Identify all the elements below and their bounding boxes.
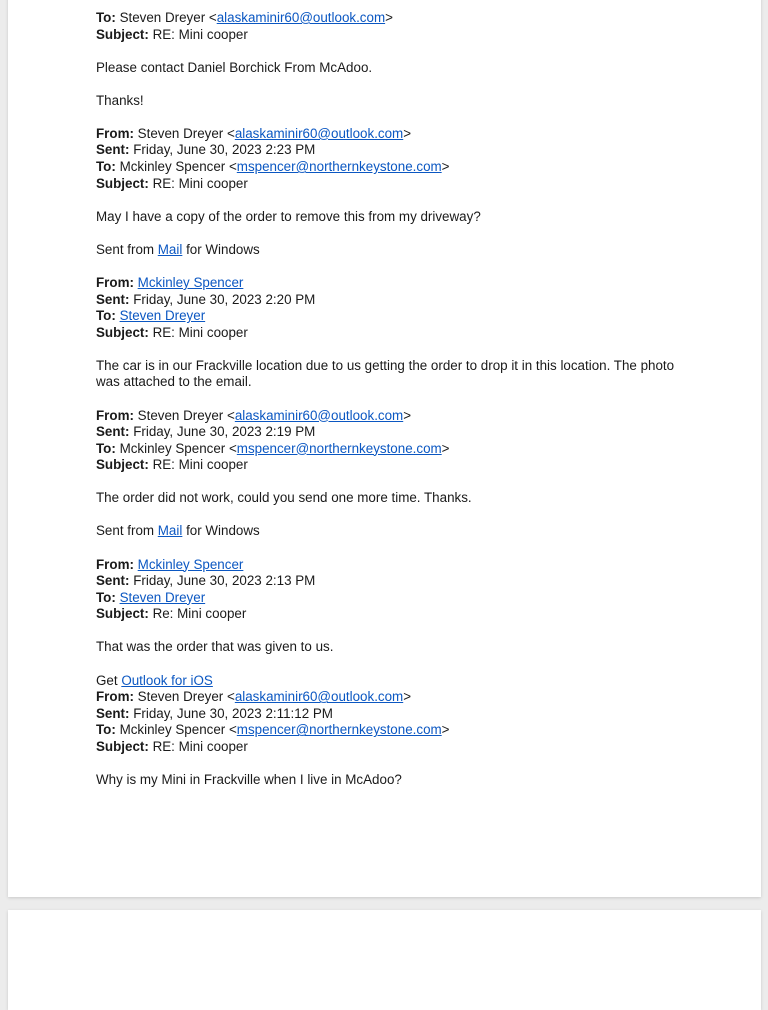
next-page [8,910,761,1010]
header-from-line: From: Mckinley Spencer [96,556,244,572]
contact-link[interactable]: Mckinley Spencer [137,274,244,290]
contact-link[interactable]: Mckinley Spencer [137,556,244,572]
header-to-line: To: Mckinley Spencer <mspencer@northernkeystone.com> [96,722,450,738]
header-sent-line: Sent: Friday, June 30, 2023 2:20 PM [96,291,316,307]
header-subject-line: Subject: Re: Mini cooper [96,606,247,622]
message-body: Thanks! [96,92,144,108]
header-sent-line: Sent: Friday, June 30, 2023 2:13 PM [96,573,316,589]
message-header [96,408,676,474]
header-to-line: To: Steven Dreyer [96,308,206,324]
signature-line: Sent from Mail for Windows [96,523,260,539]
header-sent-line: Sent: Friday, June 30, 2023 2:11:12 PM [96,705,333,721]
email-link[interactable]: alaskaminir60@outlook.com [216,10,386,25]
header-from-line: From: Steven Dreyer <alaskaminir60@outlook.com> [96,407,412,423]
email-link[interactable]: alaskaminir60@outlook.com [234,125,404,141]
outlook-ios-link[interactable]: Outlook for iOS [121,672,213,688]
contact-link[interactable]: Steven Dreyer [119,308,206,324]
mail-link[interactable]: Mail [157,523,183,539]
email-link[interactable]: mspencer@northernkeystone.com [236,722,442,738]
header-from-line: From: Steven Dreyer <alaskaminir60@outlook.com> [96,689,412,705]
header-to-line: To: Steven Dreyer [96,589,206,605]
email-link[interactable]: mspencer@northernkeystone.com [236,159,442,175]
header-to-line: To: Mckinley Spencer <mspencer@northernkeystone.com> [96,440,450,456]
header-subject-line: Subject: RE: Mini cooper [96,26,248,42]
header-subject-line: Subject: RE: Mini cooper [96,738,248,754]
message-header [96,275,676,341]
header-to-line: To: Mckinley Spencer <mspencer@northernkeystone.com> [96,159,450,175]
message-body: May I have a copy of the order to remove this from my driveway? [96,208,481,224]
message-body: The car is in our Frackville location due to us getting the order to drop it in this location. The photo was attached to the email. [96,357,675,390]
email-link[interactable]: mspencer@northernkeystone.com [236,440,442,456]
message-header [96,557,676,623]
header-subject-line: Subject: RE: Mini cooper [96,324,248,340]
top-header [96,10,676,43]
header-subject-line: Subject: RE: Mini cooper [96,175,248,191]
message-body: The order did not work, could you send one more time. Thanks. [96,490,472,506]
signature-line: Sent from Mail for Windows [96,241,260,257]
header-from-line: From: Mckinley Spencer [96,274,244,290]
header-subject-line: Subject: RE: Mini cooper [96,457,248,473]
message-header [96,689,676,755]
get-outlook-line: Get Outlook for iOS [96,672,213,688]
header-sent-line: Sent: Friday, June 30, 2023 2:19 PM [96,424,316,440]
mail-link[interactable]: Mail [157,241,183,257]
email-link[interactable]: alaskaminir60@outlook.com [234,407,404,423]
message-header [96,126,676,192]
message-body: Please contact Daniel Borchick From McAdoo. [96,59,373,75]
contact-link[interactable]: Steven Dreyer [119,589,206,605]
email-link[interactable]: alaskaminir60@outlook.com [234,689,404,705]
message-body: That was the order that was given to us. [96,639,334,655]
header-sent-line: Sent: Friday, June 30, 2023 2:23 PM [96,142,316,158]
email-thread [96,10,676,805]
header-to-line: To: Steven Dreyer <alaskaminir60@outlook.com> [96,10,393,25]
header-from-line: From: Steven Dreyer <alaskaminir60@outlook.com> [96,125,412,141]
document-page [8,0,761,897]
message-body: Why is my Mini in Frackville when I live in McAdoo? [96,772,402,787]
